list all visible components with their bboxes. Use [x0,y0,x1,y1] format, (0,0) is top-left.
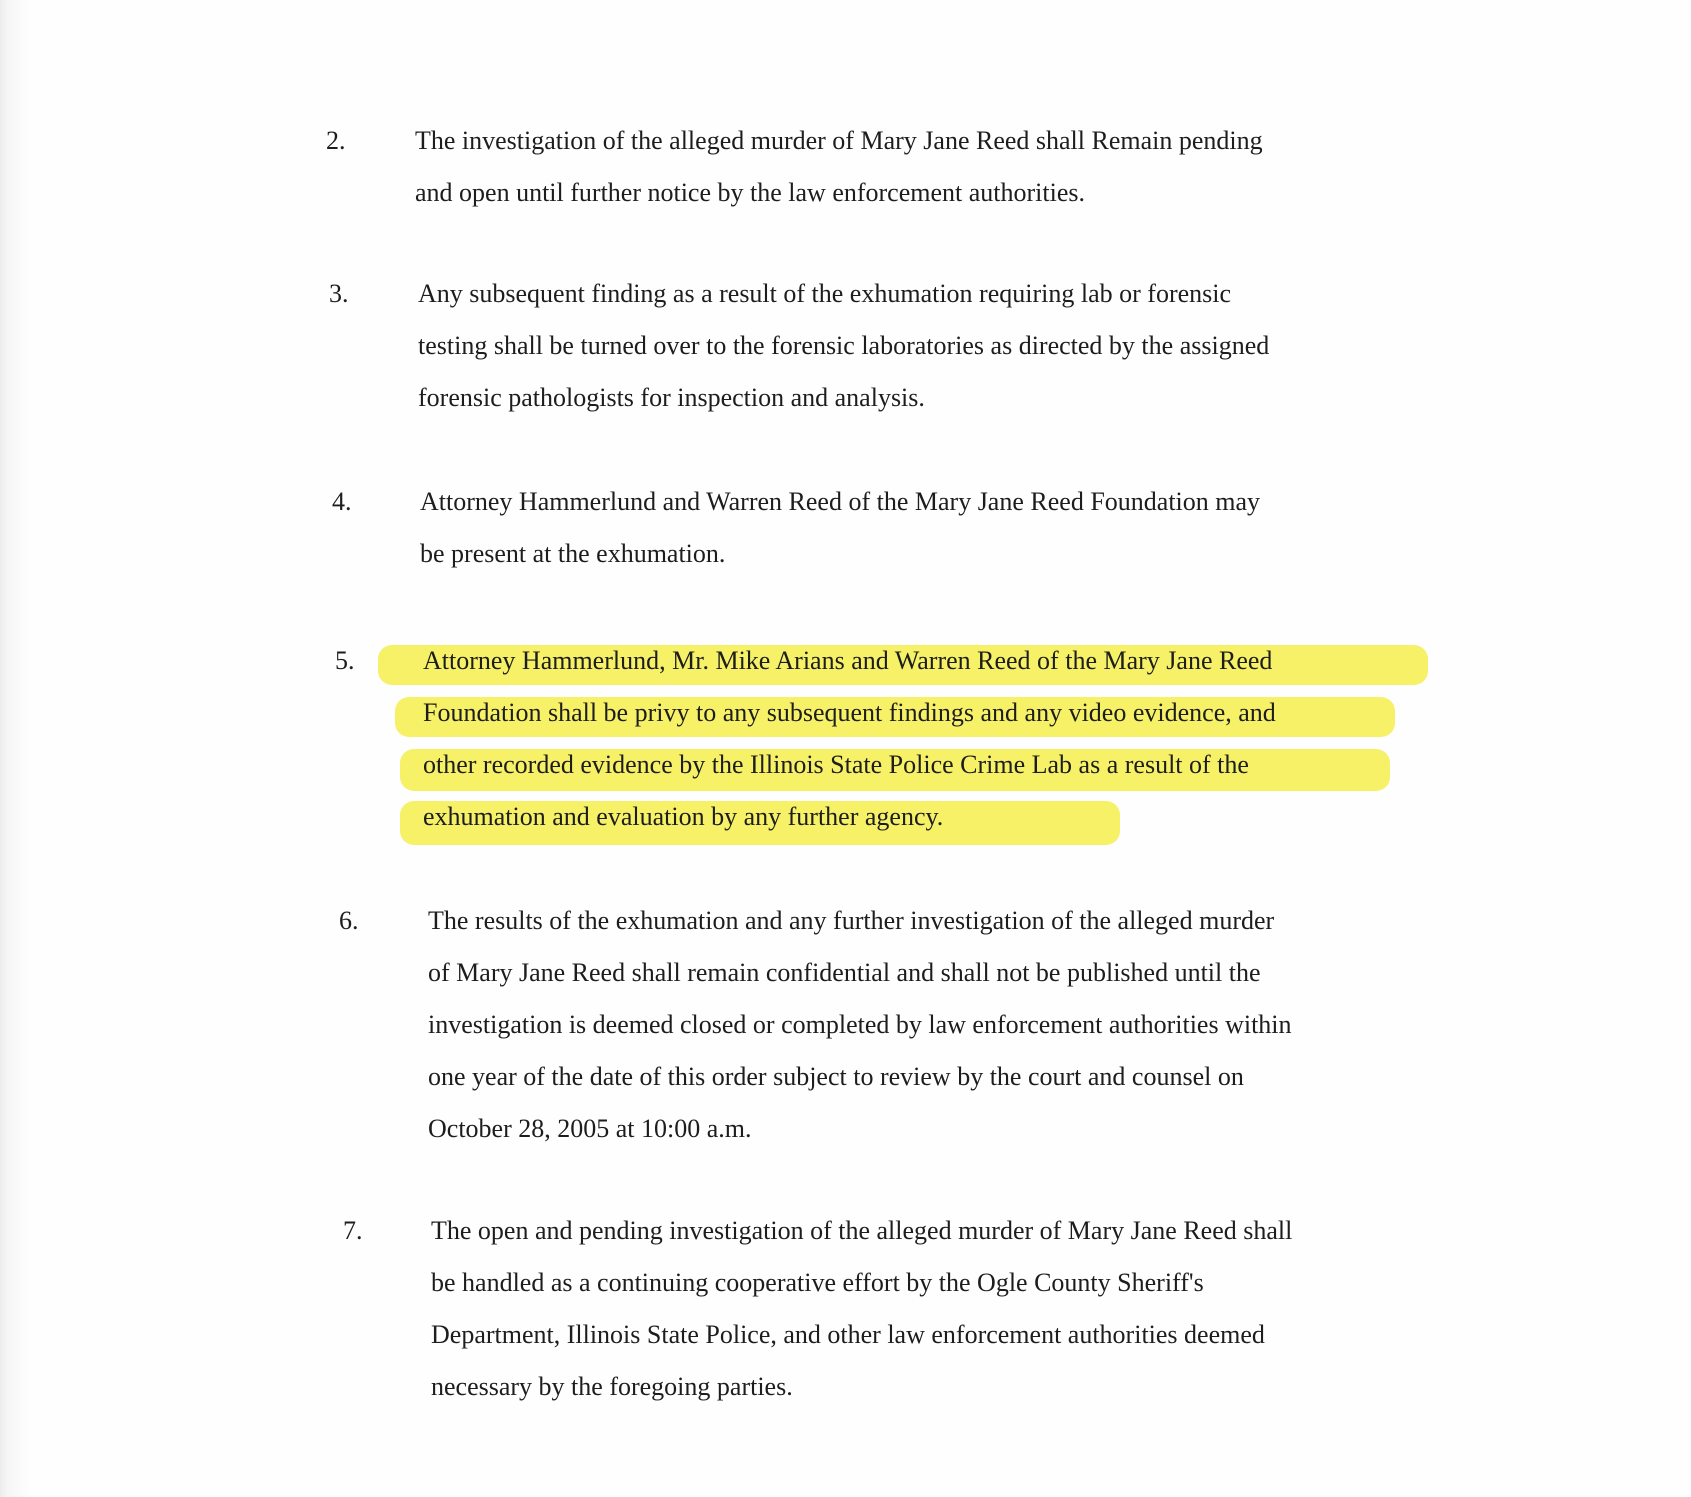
item-line: necessary by the foregoing parties. [431,1372,793,1401]
item-line: Attorney Hammerlund and Warren Reed of the Mary Jane Reed Foundation may [420,487,1261,516]
item-text [423,635,1276,843]
item-number: 4. [332,487,352,516]
item-text [415,115,1263,219]
item-line: and open until further notice by the law enforcement authorities. [415,178,1085,207]
item-line: forensic pathologists for inspection and analysis. [418,383,925,412]
item-line: other recorded evidence by the Illinois State Police Crime Lab as a result of the [423,750,1249,779]
item-number: 2. [326,126,346,155]
item-line: The open and pending investigation of the alleged murder of Mary Jane Reed shall [431,1216,1293,1245]
scan-edge-shadow [0,0,30,1497]
item-line: Attorney Hammerlund, Mr. Mike Arians and Warren Reed of the Mary Jane Reed [423,646,1273,675]
item-line: The investigation of the alleged murder of Mary Jane Reed shall Remain pending [415,126,1263,155]
item-line: Department, Illinois State Police, and other law enforcement authorities deemed [431,1320,1265,1349]
item-line: investigation is deemed closed or completed by law enforcement authorities within [428,1010,1292,1039]
item-line: one year of the date of this order subject to review by the court and counsel on [428,1062,1244,1091]
item-line: exhumation and evaluation by any further agency. [423,802,944,831]
item-line: Foundation shall be privy to any subsequent findings and any video evidence, and [423,698,1276,727]
item-text [428,895,1292,1155]
item-line: The results of the exhumation and any further investigation of the alleged murder [428,906,1275,935]
item-line: October 28, 2005 at 10:00 a.m. [428,1114,752,1143]
item-number: 7. [343,1216,363,1245]
item-number: 3. [329,279,349,308]
item-text [420,476,1260,580]
item-line: be present at the exhumation. [420,539,726,568]
item-number: 5. [335,646,355,675]
item-line: of Mary Jane Reed shall remain confidential and shall not be published until the [428,958,1261,987]
item-line: be handled as a continuing cooperative effort by the Ogle County Sheriff's [431,1268,1204,1297]
item-line: testing shall be turned over to the forensic laboratories as directed by the assigned [418,331,1270,360]
item-text [418,268,1269,424]
item-line: Any subsequent finding as a result of the exhumation requiring lab or forensic [418,279,1232,308]
item-number: 6. [339,906,359,935]
item-text [431,1205,1292,1413]
